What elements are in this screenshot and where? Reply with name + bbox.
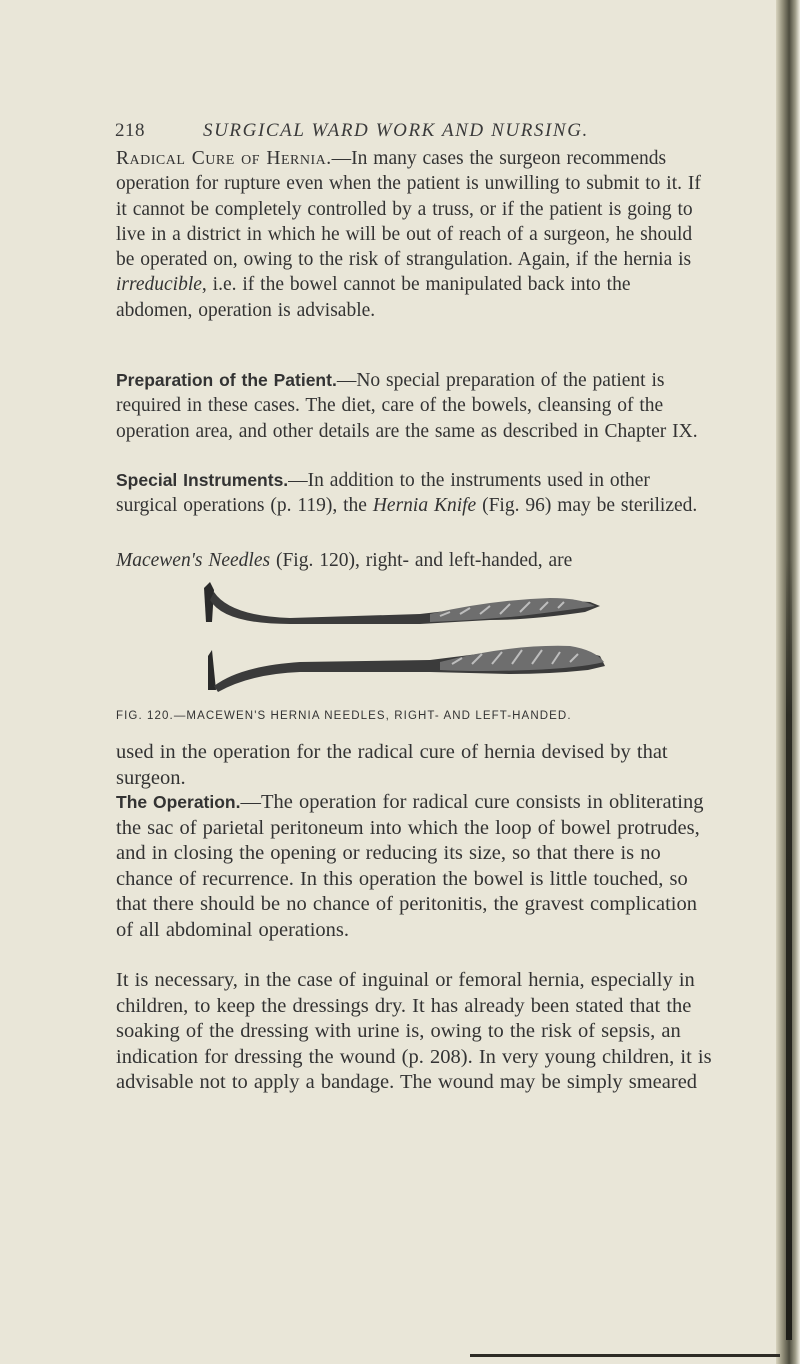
paragraph-continuation <box>116 740 712 791</box>
heading-radical-cure: Radical Cure of Hernia. <box>116 148 332 169</box>
text: —In addition to the instruments used in other surgical operations (p. 119), the <box>116 470 650 517</box>
text: (Fig. 96) may be sterilized. <box>476 495 698 517</box>
text: —In many cases the surgeon recommends operation for rupture even when the patient is unwilling to submit to it. If it cannot be completely controlled by a truss, or if the patient is going to live in a district in which he will be out of reach of a surgeon, he should be operated on, owing to the risk of strangulation. Again, if the hernia is <box>116 148 701 271</box>
italic-term: Macewen's Needles <box>116 550 271 571</box>
text: It is necessary, in the case of inguinal or femoral hernia, especially in children, to keep the dressings dry. It has already been stated that the soaking of the dressing with urine is, owing to the risk of sepsis, an indication for dressing the wound (p. 208). In very young children, it is advisable not to apply a bandage. The wound may be simply smeared <box>116 969 712 1093</box>
needle-left-handed <box>208 646 605 692</box>
paragraph-special-instruments <box>116 468 712 519</box>
page-edge-shadow <box>786 560 792 1340</box>
needle-right-handed <box>204 582 600 624</box>
heading-preparation: Preparation of the Patient. <box>116 370 337 390</box>
paragraph-radical-cure <box>116 146 712 323</box>
text: —The operation for radical cure consists in obliterating the sac of parietal peritoneum into which the loop of bowel protrudes, and in closing the opening or reducing its size, so that there is no chance of recurrence. In this operation the bowel is little touched, so that there should be no chance of peritonitis, the gravest complication of all abdominal operations. <box>116 791 704 941</box>
page-number: 218 <box>115 120 145 141</box>
italic-term: Hernia Knife <box>372 495 477 517</box>
text: , i.e. if the bowel cannot be manipulated back into the abdomen, operation is advisable. <box>116 274 631 321</box>
paragraph-the-operation <box>116 790 712 943</box>
heading-the-operation: The Operation. <box>116 792 241 812</box>
paragraph-preparation <box>116 368 712 444</box>
bottom-rule <box>470 1354 780 1357</box>
italic-term: irreducible <box>116 274 202 296</box>
paragraph-dressings <box>116 968 712 1096</box>
heading-special-instruments: Special Instruments. <box>116 470 289 490</box>
paragraph-macewen-needles <box>116 548 712 573</box>
figure-hernia-needles <box>190 580 620 700</box>
needles-illustration <box>190 580 620 700</box>
text: (Fig. 120), right- and left-handed, are <box>270 550 573 571</box>
text: used in the operation for the radical cure of hernia devised by that surgeon. <box>116 741 668 789</box>
running-title: SURGICAL WARD WORK AND NURSING. <box>203 120 589 141</box>
text: —No special preparation of the patient is required in these cases. The diet, care of the bowels, cleansing of the operation area, and other details are the same as described in Chapter IX. <box>116 370 698 442</box>
figure-caption: FIG. 120.—MACEWEN'S HERNIA NEEDLES, RIGHT- AND LEFT-HANDED. <box>116 710 572 722</box>
